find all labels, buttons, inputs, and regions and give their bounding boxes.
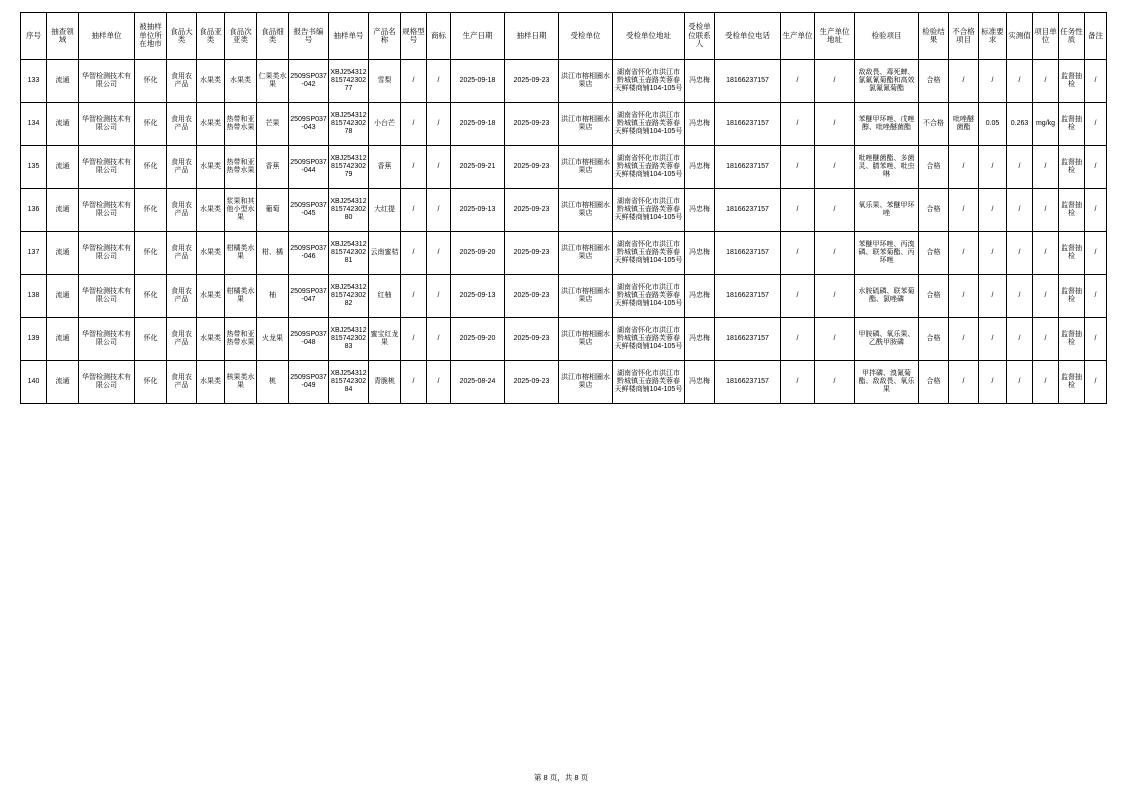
- cell-food-sub: 水果类: [197, 361, 225, 404]
- cell-items: 苯醚甲环唑、丙溴磷、联苯菊酯、丙环唑: [855, 232, 919, 275]
- cell-inspected-unit: 洪江市榕相圈水果店: [559, 318, 613, 361]
- cell-food-detail: 桃: [257, 361, 289, 404]
- cell-sampling-unit: 华智检测技术有限公司: [79, 146, 135, 189]
- page-footer: 第 8 页，共 8 页: [533, 773, 589, 782]
- cell-items: 敌敌畏、毒死蜱、氯氟氰菊酯和高效氯氟氰菊酯: [855, 60, 919, 103]
- cell-items: 甲拌磷、溴氰菊酯、敌敌畏、氧乐果: [855, 361, 919, 404]
- cell-report-no: 2509SP037-044: [289, 146, 329, 189]
- cell-product-name: 香蕉: [369, 146, 401, 189]
- column-header-producer: 生产单位: [781, 13, 815, 60]
- cell-food-sub: 水果类: [197, 103, 225, 146]
- cell-field: 流通: [47, 232, 79, 275]
- cell-food-subsub: 浆果和其他小型水果: [225, 189, 257, 232]
- cell-sampling-unit: 华智检测技术有限公司: [79, 318, 135, 361]
- cell-contact: 冯忠梅: [685, 232, 715, 275]
- cell-food-subsub: 热带和亚热带水果: [225, 103, 257, 146]
- cell-sampling-unit: 华智检测技术有限公司: [79, 103, 135, 146]
- column-header-unit: 项目单位: [1033, 13, 1059, 60]
- cell-producer-addr: /: [815, 275, 855, 318]
- cell-food-major: 食用农产品: [167, 318, 197, 361]
- cell-food-subsub: 柑橘类水果: [225, 275, 257, 318]
- cell-fail-item: /: [949, 60, 979, 103]
- cell-brand: /: [427, 232, 451, 275]
- cell-brand: /: [427, 318, 451, 361]
- cell-remark: /: [1085, 275, 1107, 318]
- cell-brand: /: [427, 189, 451, 232]
- cell-fail-item: /: [949, 318, 979, 361]
- cell-seq: 138: [21, 275, 47, 318]
- cell-inspected-addr: 湖南省怀化市洪江市黔城镇玉壶路芙蓉春天鲜楼商铺104-105号: [613, 361, 685, 404]
- cell-food-subsub: 柑橘类水果: [225, 232, 257, 275]
- cell-measured: /: [1007, 361, 1033, 404]
- cell-food-subsub: 热带和亚热带水果: [225, 146, 257, 189]
- cell-result: 合格: [919, 275, 949, 318]
- cell-phone: 18166237157: [715, 361, 781, 404]
- cell-fail-item: /: [949, 361, 979, 404]
- cell-seq: 133: [21, 60, 47, 103]
- cell-items: 氧乐果、苯醚甲环唑: [855, 189, 919, 232]
- cell-result: 合格: [919, 146, 949, 189]
- column-header-contact: 受检单位联系人: [685, 13, 715, 60]
- column-header-remark: 备注: [1085, 13, 1107, 60]
- cell-sampling-date: 2025-09-23: [505, 189, 559, 232]
- cell-production-date: 2025-09-18: [451, 103, 505, 146]
- cell-report-no: 2509SP037-048: [289, 318, 329, 361]
- cell-spec: /: [401, 361, 427, 404]
- cell-city: 怀化: [135, 189, 167, 232]
- cell-spec: /: [401, 60, 427, 103]
- cell-task-type: 监督抽检: [1059, 275, 1085, 318]
- column-header-food-detail: 食品细类: [257, 13, 289, 60]
- cell-items: 苯醚甲环唑、戊唑醇、吡唑醚菌酯: [855, 103, 919, 146]
- cell-product-name: 小台芒: [369, 103, 401, 146]
- cell-sampling-date: 2025-09-23: [505, 361, 559, 404]
- cell-city: 怀化: [135, 146, 167, 189]
- cell-food-major: 食用农产品: [167, 146, 197, 189]
- cell-sample-no: XBJ25431281574230278: [329, 103, 369, 146]
- cell-production-date: 2025-09-21: [451, 146, 505, 189]
- cell-product-name: 雪梨: [369, 60, 401, 103]
- cell-measured: 0.263: [1007, 103, 1033, 146]
- cell-sampling-unit: 华智检测技术有限公司: [79, 189, 135, 232]
- cell-phone: 18166237157: [715, 60, 781, 103]
- cell-sample-no: XBJ25431281574230284: [329, 361, 369, 404]
- cell-measured: /: [1007, 275, 1033, 318]
- cell-city: 怀化: [135, 318, 167, 361]
- cell-phone: 18166237157: [715, 103, 781, 146]
- cell-brand: /: [427, 275, 451, 318]
- cell-inspected-addr: 湖南省怀化市洪江市黔城镇玉壶路芙蓉春天鲜楼商铺104-105号: [613, 318, 685, 361]
- cell-unit: /: [1033, 361, 1059, 404]
- cell-fail-item: /: [949, 146, 979, 189]
- column-header-field: 抽查领域: [47, 13, 79, 60]
- column-header-production-date: 生产日期: [451, 13, 505, 60]
- cell-producer: /: [781, 232, 815, 275]
- cell-result: 合格: [919, 361, 949, 404]
- cell-unit: /: [1033, 232, 1059, 275]
- cell-inspected-addr: 湖南省怀化市洪江市黔城镇玉壶路芙蓉春天鲜楼商铺104-105号: [613, 189, 685, 232]
- table-body: [21, 60, 1107, 404]
- cell-fail-item: /: [949, 189, 979, 232]
- cell-remark: /: [1085, 318, 1107, 361]
- cell-result: 合格: [919, 318, 949, 361]
- cell-food-subsub: 热带和亚热带水果: [225, 318, 257, 361]
- column-header-inspected-addr: 受检单位地址: [613, 13, 685, 60]
- cell-seq: 140: [21, 361, 47, 404]
- cell-producer-addr: /: [815, 232, 855, 275]
- table-row: [21, 103, 1107, 146]
- cell-seq: 135: [21, 146, 47, 189]
- cell-seq: 139: [21, 318, 47, 361]
- column-header-sample-no: 抽样单号: [329, 13, 369, 60]
- cell-standard: /: [979, 275, 1007, 318]
- cell-city: 怀化: [135, 103, 167, 146]
- cell-spec: /: [401, 103, 427, 146]
- cell-inspected-addr: 湖南省怀化市洪江市黔城镇玉壶路芙蓉春天鲜楼商铺104-105号: [613, 103, 685, 146]
- cell-inspected-addr: 湖南省怀化市洪江市黔城镇玉壶路芙蓉春天鲜楼商铺104-105号: [613, 60, 685, 103]
- cell-standard: /: [979, 60, 1007, 103]
- column-header-phone: 受检单位电话: [715, 13, 781, 60]
- cell-contact: 冯忠梅: [685, 146, 715, 189]
- cell-producer: /: [781, 318, 815, 361]
- cell-food-sub: 水果类: [197, 232, 225, 275]
- cell-production-date: 2025-09-13: [451, 189, 505, 232]
- cell-unit: /: [1033, 189, 1059, 232]
- cell-field: 流通: [47, 189, 79, 232]
- cell-sampling-unit: 华智检测技术有限公司: [79, 275, 135, 318]
- cell-report-no: 2509SP037-049: [289, 361, 329, 404]
- column-header-seq: 序号: [21, 13, 47, 60]
- cell-standard: /: [979, 146, 1007, 189]
- cell-standard: /: [979, 361, 1007, 404]
- table-header-row: [21, 13, 1107, 60]
- cell-food-sub: 水果类: [197, 189, 225, 232]
- table-row: [21, 361, 1107, 404]
- cell-production-date: 2025-09-18: [451, 60, 505, 103]
- cell-remark: /: [1085, 60, 1107, 103]
- cell-inspected-unit: 洪江市榕相圈水果店: [559, 189, 613, 232]
- cell-measured: /: [1007, 189, 1033, 232]
- cell-sampling-date: 2025-09-23: [505, 318, 559, 361]
- cell-production-date: 2025-09-20: [451, 232, 505, 275]
- cell-measured: /: [1007, 60, 1033, 103]
- cell-unit: /: [1033, 318, 1059, 361]
- cell-contact: 冯忠梅: [685, 60, 715, 103]
- cell-result: 合格: [919, 60, 949, 103]
- cell-food-detail: 柚: [257, 275, 289, 318]
- cell-phone: 18166237157: [715, 146, 781, 189]
- cell-production-date: 2025-08-24: [451, 361, 505, 404]
- cell-producer-addr: /: [815, 189, 855, 232]
- cell-field: 流通: [47, 361, 79, 404]
- cell-inspected-addr: 湖南省怀化市洪江市黔城镇玉壶路芙蓉春天鲜楼商铺104-105号: [613, 146, 685, 189]
- column-header-producer-addr: 生产单位地址: [815, 13, 855, 60]
- cell-report-no: 2509SP037-042: [289, 60, 329, 103]
- cell-product-name: 蜜宝红龙果: [369, 318, 401, 361]
- cell-inspected-addr: 湖南省怀化市洪江市黔城镇玉壶路芙蓉春天鲜楼商铺104-105号: [613, 275, 685, 318]
- cell-fail-item: /: [949, 275, 979, 318]
- cell-task-type: 监督抽检: [1059, 146, 1085, 189]
- cell-producer: /: [781, 275, 815, 318]
- cell-unit: /: [1033, 275, 1059, 318]
- cell-phone: 18166237157: [715, 318, 781, 361]
- cell-sample-no: XBJ25431281574230282: [329, 275, 369, 318]
- cell-food-detail: 葡萄: [257, 189, 289, 232]
- cell-producer: /: [781, 103, 815, 146]
- cell-standard: /: [979, 232, 1007, 275]
- column-header-sampling-date: 抽样日期: [505, 13, 559, 60]
- cell-phone: 18166237157: [715, 275, 781, 318]
- cell-report-no: 2509SP037-045: [289, 189, 329, 232]
- cell-phone: 18166237157: [715, 189, 781, 232]
- cell-sample-no: XBJ25431281574230279: [329, 146, 369, 189]
- table-row: [21, 318, 1107, 361]
- table-header: [21, 13, 1107, 60]
- cell-food-sub: 水果类: [197, 146, 225, 189]
- cell-city: 怀化: [135, 232, 167, 275]
- cell-product-name: 红柚: [369, 275, 401, 318]
- cell-report-no: 2509SP037-046: [289, 232, 329, 275]
- cell-inspected-unit: 洪江市榕相圈水果店: [559, 146, 613, 189]
- cell-remark: /: [1085, 146, 1107, 189]
- column-header-spec: 规格型号: [401, 13, 427, 60]
- cell-food-subsub: 水果类: [225, 60, 257, 103]
- column-header-food-subsub: 食品次亚类: [225, 13, 257, 60]
- cell-inspected-unit: 洪江市榕相圈水果店: [559, 275, 613, 318]
- cell-contact: 冯忠梅: [685, 189, 715, 232]
- cell-food-major: 食用农产品: [167, 60, 197, 103]
- cell-spec: /: [401, 189, 427, 232]
- cell-field: 流通: [47, 146, 79, 189]
- cell-task-type: 监督抽检: [1059, 103, 1085, 146]
- cell-producer-addr: /: [815, 361, 855, 404]
- cell-items: 吡唑醚菌酯、多菌灵、腈苯唑、吡虫啉: [855, 146, 919, 189]
- column-header-inspected-unit: 受检单位: [559, 13, 613, 60]
- cell-sample-no: XBJ25431281574230280: [329, 189, 369, 232]
- cell-contact: 冯忠梅: [685, 361, 715, 404]
- cell-remark: /: [1085, 103, 1107, 146]
- table-row: [21, 189, 1107, 232]
- cell-task-type: 监督抽检: [1059, 60, 1085, 103]
- cell-unit: mg/kg: [1033, 103, 1059, 146]
- cell-standard: /: [979, 189, 1007, 232]
- cell-phone: 18166237157: [715, 232, 781, 275]
- column-header-task-type: 任务性质: [1059, 13, 1085, 60]
- cell-report-no: 2509SP037-047: [289, 275, 329, 318]
- cell-food-sub: 水果类: [197, 275, 225, 318]
- cell-inspected-unit: 洪江市榕相圈水果店: [559, 103, 613, 146]
- cell-inspected-unit: 洪江市榕相圈水果店: [559, 361, 613, 404]
- cell-task-type: 监督抽检: [1059, 232, 1085, 275]
- table-row: [21, 60, 1107, 103]
- cell-producer: /: [781, 189, 815, 232]
- table-row: [21, 275, 1107, 318]
- cell-items: 水胺硫磷、联苯菊酯、氯唑磷: [855, 275, 919, 318]
- cell-task-type: 监督抽检: [1059, 361, 1085, 404]
- cell-remark: /: [1085, 189, 1107, 232]
- cell-report-no: 2509SP037-043: [289, 103, 329, 146]
- table-row: [21, 232, 1107, 275]
- cell-food-subsub: 核果类水果: [225, 361, 257, 404]
- cell-spec: /: [401, 232, 427, 275]
- cell-producer: /: [781, 361, 815, 404]
- cell-inspected-unit: 洪江市榕相圈水果店: [559, 232, 613, 275]
- cell-food-sub: 水果类: [197, 60, 225, 103]
- cell-standard: /: [979, 318, 1007, 361]
- cell-sampling-date: 2025-09-23: [505, 103, 559, 146]
- cell-producer: /: [781, 146, 815, 189]
- inspection-table-container: [20, 12, 1102, 404]
- cell-spec: /: [401, 318, 427, 361]
- cell-producer-addr: /: [815, 318, 855, 361]
- column-header-report-no: 报告书编号: [289, 13, 329, 60]
- column-header-items: 检验项目: [855, 13, 919, 60]
- cell-remark: /: [1085, 232, 1107, 275]
- cell-sampling-unit: 华智检测技术有限公司: [79, 60, 135, 103]
- cell-items: 甲胺磷、氧乐果、乙酰甲胺磷: [855, 318, 919, 361]
- cell-spec: /: [401, 275, 427, 318]
- cell-food-detail: 香蕉: [257, 146, 289, 189]
- column-header-result: 检验结果: [919, 13, 949, 60]
- cell-result: 合格: [919, 232, 949, 275]
- cell-production-date: 2025-09-20: [451, 318, 505, 361]
- cell-seq: 136: [21, 189, 47, 232]
- cell-result: 合格: [919, 189, 949, 232]
- cell-food-sub: 水果类: [197, 318, 225, 361]
- column-header-food-major: 食品大类: [167, 13, 197, 60]
- cell-food-major: 食用农产品: [167, 189, 197, 232]
- cell-producer-addr: /: [815, 146, 855, 189]
- cell-inspected-unit: 洪江市榕相圈水果店: [559, 60, 613, 103]
- cell-seq: 134: [21, 103, 47, 146]
- cell-brand: /: [427, 60, 451, 103]
- cell-sample-no: XBJ25431281574230281: [329, 232, 369, 275]
- cell-product-name: 大红提: [369, 189, 401, 232]
- inspection-results-table: [20, 12, 1107, 404]
- cell-field: 流通: [47, 275, 79, 318]
- cell-food-major: 食用农产品: [167, 275, 197, 318]
- cell-sample-no: XBJ25431281574230277: [329, 60, 369, 103]
- cell-sample-no: XBJ25431281574230283: [329, 318, 369, 361]
- cell-unit: /: [1033, 146, 1059, 189]
- column-header-standard: 标准要求: [979, 13, 1007, 60]
- column-header-product-name: 产品名称: [369, 13, 401, 60]
- cell-product-name: 云南蜜桔: [369, 232, 401, 275]
- cell-fail-item: /: [949, 232, 979, 275]
- cell-city: 怀化: [135, 275, 167, 318]
- cell-field: 流通: [47, 103, 79, 146]
- cell-measured: /: [1007, 146, 1033, 189]
- cell-city: 怀化: [135, 361, 167, 404]
- cell-brand: /: [427, 361, 451, 404]
- cell-brand: /: [427, 146, 451, 189]
- cell-spec: /: [401, 146, 427, 189]
- cell-field: 流通: [47, 60, 79, 103]
- cell-unit: /: [1033, 60, 1059, 103]
- cell-producer: /: [781, 60, 815, 103]
- column-header-brand: 商标: [427, 13, 451, 60]
- cell-contact: 冯忠梅: [685, 275, 715, 318]
- cell-sampling-date: 2025-09-23: [505, 275, 559, 318]
- cell-fail-item: 吡唑醚菌酯: [949, 103, 979, 146]
- cell-contact: 冯忠梅: [685, 103, 715, 146]
- column-header-measured: 实测值: [1007, 13, 1033, 60]
- cell-food-detail: 芒果: [257, 103, 289, 146]
- cell-sampling-date: 2025-09-23: [505, 146, 559, 189]
- cell-production-date: 2025-09-13: [451, 275, 505, 318]
- cell-sampling-unit: 华智检测技术有限公司: [79, 232, 135, 275]
- column-header-sampling-unit: 抽样单位: [79, 13, 135, 60]
- cell-food-detail: 火龙果: [257, 318, 289, 361]
- cell-product-name: 青脆桃: [369, 361, 401, 404]
- cell-seq: 137: [21, 232, 47, 275]
- cell-sampling-date: 2025-09-23: [505, 60, 559, 103]
- cell-result: 不合格: [919, 103, 949, 146]
- cell-producer-addr: /: [815, 103, 855, 146]
- cell-task-type: 监督抽检: [1059, 318, 1085, 361]
- column-header-fail-item: 不合格项目: [949, 13, 979, 60]
- cell-food-major: 食用农产品: [167, 103, 197, 146]
- cell-food-major: 食用农产品: [167, 361, 197, 404]
- cell-standard: 0.05: [979, 103, 1007, 146]
- table-row: [21, 146, 1107, 189]
- cell-inspected-addr: 湖南省怀化市洪江市黔城镇玉壶路芙蓉春天鲜楼商铺104-105号: [613, 232, 685, 275]
- column-header-city: 被抽样单位所在地市: [135, 13, 167, 60]
- cell-food-detail: 仁果类水果: [257, 60, 289, 103]
- cell-measured: /: [1007, 232, 1033, 275]
- cell-field: 流通: [47, 318, 79, 361]
- cell-remark: /: [1085, 361, 1107, 404]
- cell-sampling-date: 2025-09-23: [505, 232, 559, 275]
- column-header-food-sub: 食品亚类: [197, 13, 225, 60]
- cell-sampling-unit: 华智检测技术有限公司: [79, 361, 135, 404]
- cell-food-detail: 柑、橘: [257, 232, 289, 275]
- cell-city: 怀化: [135, 60, 167, 103]
- cell-producer-addr: /: [815, 60, 855, 103]
- cell-contact: 冯忠梅: [685, 318, 715, 361]
- cell-brand: /: [427, 103, 451, 146]
- cell-task-type: 监督抽检: [1059, 189, 1085, 232]
- cell-food-major: 食用农产品: [167, 232, 197, 275]
- cell-measured: /: [1007, 318, 1033, 361]
